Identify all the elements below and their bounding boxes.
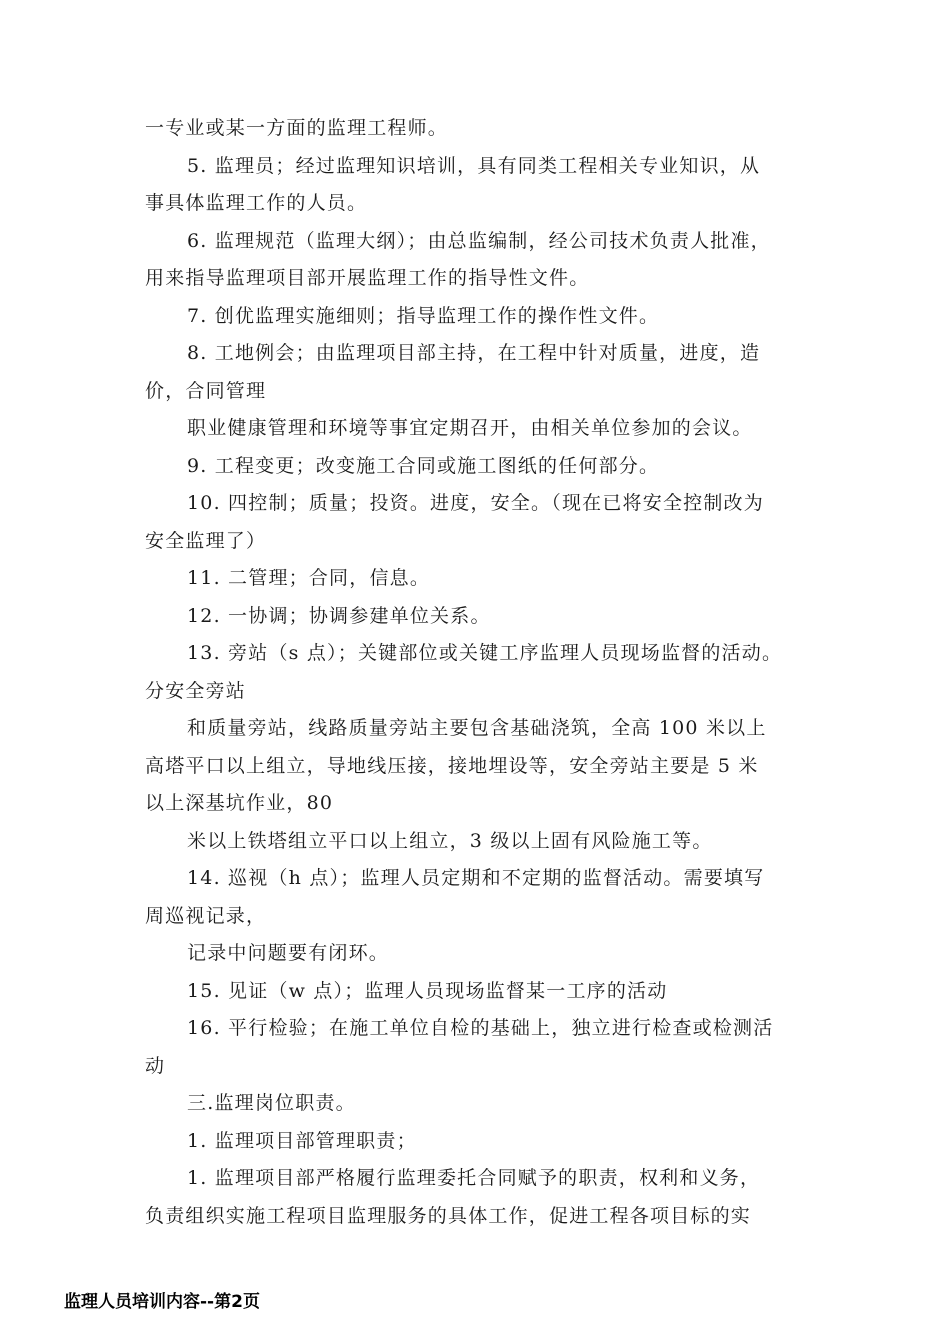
text-line: 1. 监理项目部管理职责； bbox=[187, 1129, 417, 1152]
text-line: 7. 创优监理实施细则；指导监理工作的操作性文件。 bbox=[187, 304, 660, 327]
text-line: 13. 旁站（s 点）；关键部位或关键工序监理人员现场监督的活动。 bbox=[187, 642, 783, 664]
text-line: 高塔平口以上组立，导地线压接，接地埋设等，安全旁站主要是 5 米 bbox=[145, 754, 759, 777]
text-line: 职业健康管理和环境等事宜定期召开，由相关单位参加的会议。 bbox=[187, 417, 753, 439]
text-line: 事具体监理工作的人员。 bbox=[145, 192, 368, 214]
text-line: 以上深基坑作业，80 bbox=[145, 792, 334, 814]
text-line: 8. 工地例会；由监理项目部主持，在工程中针对质量，进度，造 bbox=[187, 342, 761, 364]
text-line: 分安全旁站 bbox=[145, 679, 247, 702]
document-body bbox=[145, 110, 810, 1235]
text-line: 12. 一协调；协调参建单位关系。 bbox=[187, 604, 491, 627]
text-line: 一专业或某一方面的监理工程师。 bbox=[145, 117, 449, 139]
text-line: 5. 监理员；经过监理知识培训，具有同类工程相关专业知识，从 bbox=[187, 154, 761, 177]
text-line: 价，合同管理 bbox=[145, 379, 267, 402]
text-line: 6. 监理规范（监理大纲）；由总监编制，经公司技术负责人批准， bbox=[187, 229, 771, 252]
text-line: 16. 平行检验；在施工单位自检的基础上，独立进行检查或检测活 bbox=[187, 1017, 774, 1039]
text-line: 记录中问题要有闭环。 bbox=[187, 942, 390, 964]
text-line: 米以上铁塔组立平口以上组立，3 级以上固有风险施工等。 bbox=[187, 829, 713, 852]
text-line: 用来指导监理项目部开展监理工作的指导性文件。 bbox=[145, 267, 590, 289]
text-line: 10. 四控制；质量；投资。进度，安全。（现在已将安全控制改为 bbox=[187, 492, 764, 514]
text-line: 1. 监理项目部严格履行监理委托合同赋予的职责，权利和义务， bbox=[187, 1167, 761, 1189]
text-line: 周巡视记录， bbox=[145, 904, 267, 927]
text-line: 15. 见证（w 点）；监理人员现场监督某一工序的活动 bbox=[187, 979, 668, 1002]
text-line: 三.监理岗位职责。 bbox=[187, 1092, 356, 1114]
text-line: 安全监理了） bbox=[145, 529, 267, 552]
text-line: 负责组织实施工程项目监理服务的具体工作，促进工程各项目标的实 bbox=[145, 1204, 752, 1227]
text-line: 9. 工程变更；改变施工合同或施工图纸的任何部分。 bbox=[187, 454, 660, 477]
text-line: 11. 二管理；合同，信息。 bbox=[187, 567, 431, 589]
text-line: 14. 巡视（h 点）；监理人员定期和不定期的监督活动。需要填写 bbox=[187, 867, 765, 889]
page-footer: 监理人员培训内容--第2页 bbox=[64, 1292, 260, 1312]
text-line: 动 bbox=[145, 1054, 166, 1077]
text-line: 和质量旁站，线路质量旁站主要包含基础浇筑，全高 100 米以上 bbox=[187, 717, 767, 739]
